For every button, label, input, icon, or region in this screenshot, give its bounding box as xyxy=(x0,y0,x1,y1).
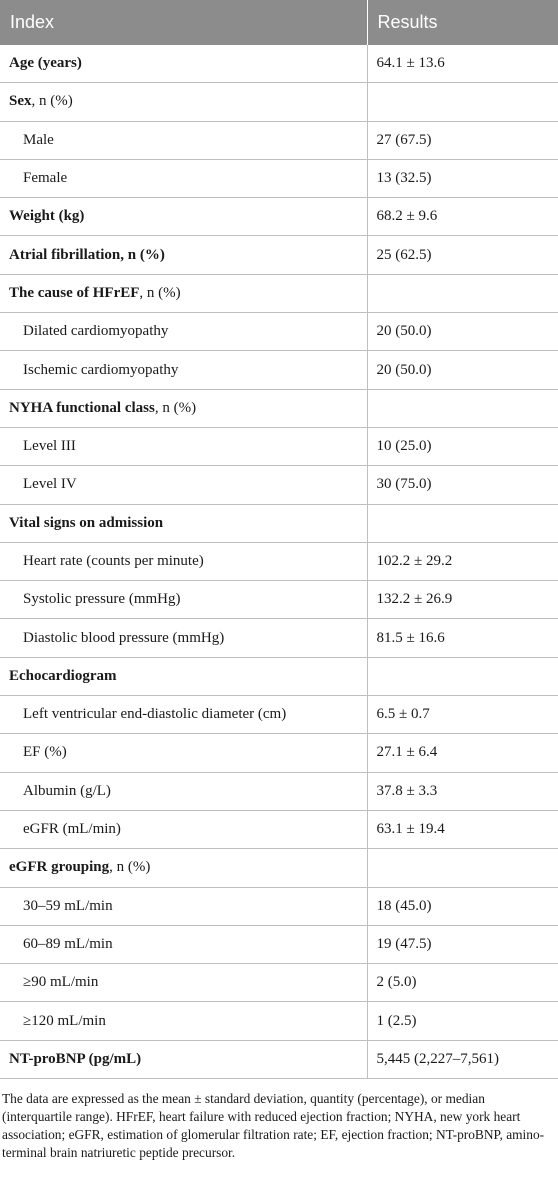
index-cell xyxy=(0,45,367,83)
index-cell xyxy=(0,925,367,963)
result-cell: 68.2 ± 9.6 xyxy=(367,198,558,236)
result-cell xyxy=(367,83,558,121)
result-cell: 19 (47.5) xyxy=(367,925,558,963)
table-row xyxy=(0,696,558,734)
result-cell: 27.1 ± 6.4 xyxy=(367,734,558,772)
result-cell: 63.1 ± 19.4 xyxy=(367,810,558,848)
table-row xyxy=(0,427,558,465)
index-label: Male xyxy=(23,131,54,148)
index-label: ≥90 mL/min xyxy=(23,974,99,991)
index-cell xyxy=(0,581,367,619)
table-row xyxy=(0,849,558,887)
table-row xyxy=(0,45,558,83)
index-label: Left ventricular end-diastolic diameter (cm) xyxy=(23,706,287,723)
index-cell xyxy=(0,657,367,695)
index-label: ≥120 mL/min xyxy=(23,1012,106,1029)
result-cell: 20 (50.0) xyxy=(367,313,558,351)
table-row xyxy=(0,887,558,925)
index-label-bold: Sex xyxy=(9,93,32,110)
result-cell: 25 (62.5) xyxy=(367,236,558,274)
result-cell: 18 (45.0) xyxy=(367,887,558,925)
table-row xyxy=(0,504,558,542)
table-row xyxy=(0,810,558,848)
table-row xyxy=(0,1040,558,1078)
index-cell xyxy=(0,887,367,925)
index-label: eGFR (mL/min) xyxy=(23,821,121,838)
index-cell xyxy=(0,542,367,580)
index-cell xyxy=(0,389,367,427)
result-cell: 6.5 ± 0.7 xyxy=(367,696,558,734)
result-cell xyxy=(367,504,558,542)
result-cell: 2 (5.0) xyxy=(367,964,558,1002)
result-cell: 37.8 ± 3.3 xyxy=(367,772,558,810)
result-cell: 102.2 ± 29.2 xyxy=(367,542,558,580)
table-row xyxy=(0,964,558,1002)
table-row xyxy=(0,581,558,619)
table-row xyxy=(0,466,558,504)
index-label: , n (%) xyxy=(31,93,73,110)
table-row xyxy=(0,1002,558,1040)
table-row xyxy=(0,274,558,312)
result-cell: 81.5 ± 16.6 xyxy=(367,619,558,657)
index-cell xyxy=(0,734,367,772)
index-cell xyxy=(0,351,367,389)
index-cell xyxy=(0,1002,367,1040)
index-cell xyxy=(0,198,367,236)
header-index: Index xyxy=(0,0,367,45)
result-cell: 10 (25.0) xyxy=(367,427,558,465)
index-label: 60–89 mL/min xyxy=(23,935,113,952)
result-cell: 5,445 (2,227–7,561) xyxy=(367,1040,558,1078)
index-cell xyxy=(0,427,367,465)
index-label: , n (%) xyxy=(139,284,181,301)
index-cell xyxy=(0,504,367,542)
index-label: , n (%) xyxy=(154,399,197,416)
result-cell xyxy=(367,274,558,312)
table-footnote: The data are expressed as the mean ± standard deviation, quantity (percentage), or median (interquartile range). HFrEF, heart failure with reduced ejection fraction; NYHA, new york heart association; eGFR, estimation of glomerular filtration rate; EF, ejection fraction; NT-proBNP, amino-terminal brain natriuretic peptide precursor. xyxy=(2,1091,545,1161)
index-cell xyxy=(0,810,367,848)
result-cell: 132.2 ± 26.9 xyxy=(367,581,558,619)
table-row xyxy=(0,925,558,963)
table-row xyxy=(0,734,558,772)
index-label: Level III xyxy=(23,438,76,455)
result-cell: 64.1 ± 13.6 xyxy=(367,45,558,83)
result-cell: 27 (67.5) xyxy=(367,121,558,159)
index-label-bold: NT-proBNP (pg/mL) xyxy=(9,1050,142,1067)
table-row xyxy=(0,236,558,274)
index-label: Ischemic cardiomyopathy xyxy=(23,361,179,378)
index-label-bold: eGFR grouping xyxy=(9,859,110,876)
table-row xyxy=(0,351,558,389)
index-cell xyxy=(0,236,367,274)
table-row xyxy=(0,159,558,197)
table-row xyxy=(0,619,558,657)
index-label: , n (%) xyxy=(109,859,151,876)
index-label: Heart rate (counts per minute) xyxy=(23,553,204,569)
index-cell xyxy=(0,964,367,1002)
index-label-bold: NYHA functional class xyxy=(9,399,155,416)
table-row xyxy=(0,772,558,810)
table-body xyxy=(0,45,558,1079)
index-cell xyxy=(0,274,367,312)
index-cell xyxy=(0,849,367,887)
table-row xyxy=(0,83,558,121)
index-label-bold: The cause of HFrEF xyxy=(9,284,140,301)
index-label-bold: Echocardiogram xyxy=(9,667,117,684)
index-label: Female xyxy=(23,170,68,187)
index-label-bold: Atrial fibrillation, n (%) xyxy=(9,246,165,263)
index-cell xyxy=(0,696,367,734)
table-row xyxy=(0,542,558,580)
table-row xyxy=(0,313,558,351)
result-cell xyxy=(367,849,558,887)
index-label: Level IV xyxy=(23,476,77,493)
index-cell xyxy=(0,313,367,351)
result-cell xyxy=(367,389,558,427)
index-label-bold: Age (years) xyxy=(9,55,82,72)
index-label: Systolic pressure (mmHg) xyxy=(23,591,181,608)
table-row xyxy=(0,121,558,159)
table-row xyxy=(0,657,558,695)
result-cell: 20 (50.0) xyxy=(367,351,558,389)
index-cell xyxy=(0,772,367,810)
index-label: Dilated cardiomyopathy xyxy=(23,323,169,340)
index-cell xyxy=(0,1040,367,1078)
result-cell: 1 (2.5) xyxy=(367,1002,558,1040)
result-cell xyxy=(367,657,558,695)
index-label-bold: Vital signs on admission xyxy=(9,514,164,531)
result-cell: 30 (75.0) xyxy=(367,466,558,504)
index-label: Diastolic blood pressure (mmHg) xyxy=(23,629,225,646)
result-cell: 13 (32.5) xyxy=(367,159,558,197)
index-label-bold: Weight (kg) xyxy=(9,208,85,225)
index-label: 30–59 mL/min xyxy=(23,897,113,914)
table-header-row xyxy=(0,0,558,45)
header-results: Results xyxy=(367,0,558,45)
index-cell xyxy=(0,83,367,121)
index-cell xyxy=(0,121,367,159)
table-row xyxy=(0,389,558,427)
table-row xyxy=(0,198,558,236)
index-label: EF (%) xyxy=(23,744,67,761)
index-cell xyxy=(0,619,367,657)
index-cell xyxy=(0,466,367,504)
index-label: Albumin (g/L) xyxy=(23,782,111,799)
index-cell xyxy=(0,159,367,197)
